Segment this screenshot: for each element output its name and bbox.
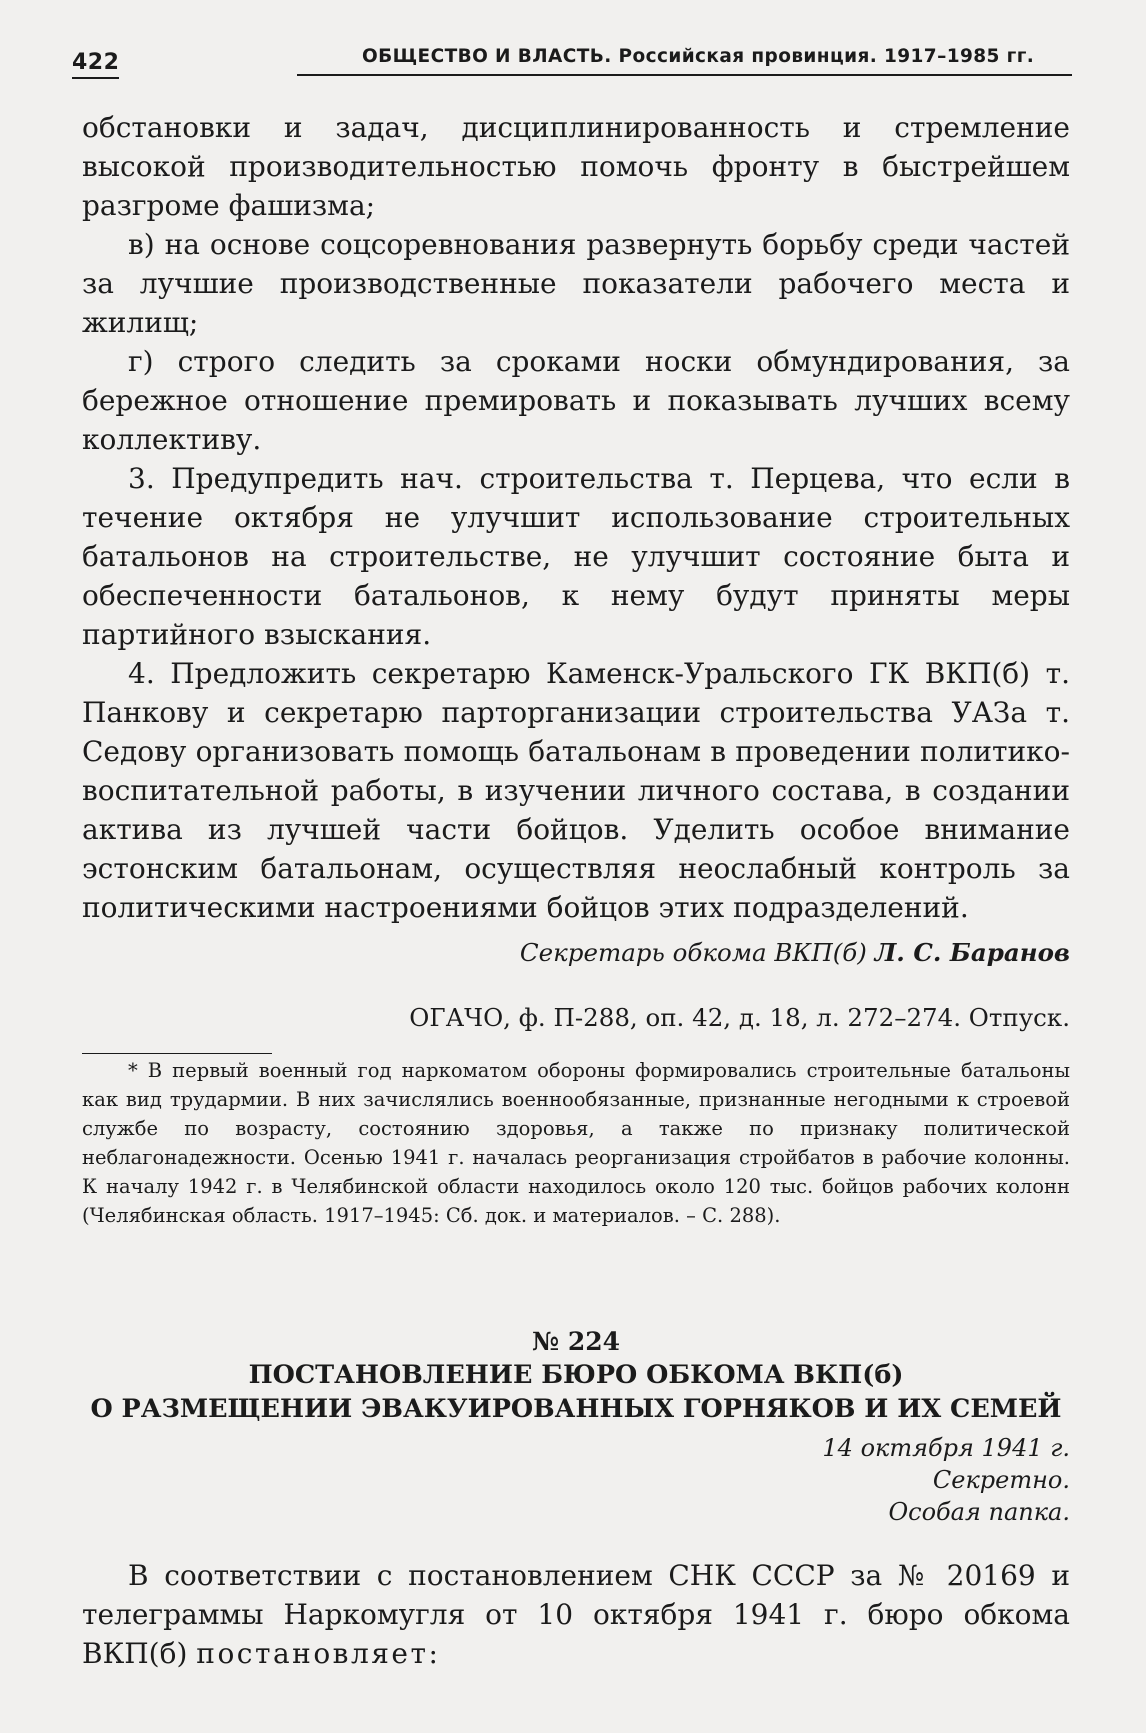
intro-text: В соответствии с постановлением СНК СССР за № 20169 и телеграммы Наркомугля от 10 октября 1941 г. бюро обкома ВКП(б) [82,1559,1070,1670]
footnote: * В первый военный год наркоматом обороны формировались строительные батальоны как вид трудармии. В них зачислялись военнообязанные, признанные негодными к строевой службе по возрасту, состоянию здоровья, а также по признаку политической неблагонадежности. Осенью 1941 г. началась реорганизация стройбатов в рабочие колонны. К началу 1942 г. в Челябинской области находилось около 120 тыс. бойцов рабочих колонн (Челябинская область. 1917–1945: Сб. док. и материалов. – С. 288). [82,1059,1070,1227]
document-number: № 224 [531,1327,621,1356]
paragraph-item-4: 4. Предложить секретарю Каменск-Уральского ГК ВКП(б) т. Панкову и секретарю парторганизации строительства УАЗа т. Седову организовать помощь батальонам в проведении политико-воспитательной работы, в изучении личного состава, в создании актива из лучшей части бойцов. Уделить особое внимание эстонским батальонам, осуществляя неослабный контроль за политическими настроениями бойцов этих подразделений. [82,657,1070,924]
signature-name: Л. С. Баранов [874,938,1070,967]
footnote-rule [82,1053,272,1054]
intro-decree-word: постановляет: [196,1637,441,1670]
document-title-line-2: О РАЗМЕЩЕНИИ ЭВАКУИРОВАННЫХ ГОРНЯКОВ И ИХ СЕМЕЙ [90,1394,1062,1424]
paragraph-item-g: г) строго следить за сроками носки обмундирования, за бережное отношение премировать и показывать лучших всему коллективу. [82,345,1070,456]
document-date: 14 октября 1941 г. [822,1434,1070,1462]
archive-reference: ОГАЧО, ф. П-288, оп. 42, д. 18, л. 272–274. Отпуск. [409,1003,1070,1032]
paragraph-item-3: 3. Предупредить нач. строительства т. Перцева, что если в течение октября не улучшит использование строительных батальонов на строительстве, не улучшит состояние быта и обеспеченности батальонов, к нему будут приняты меры партийного взыскания. [82,462,1070,651]
document-classification: Секретно. [932,1466,1070,1494]
body-text [82,108,1070,1673]
paragraph-continuation: обстановки и задач, дисциплинированность и стремление высокой производительностью помочь фронту в быстрейшем разгроме фашизма; [82,111,1070,222]
paragraph-item-v: в) на основе соцсоревнования развернуть борьбу среди частей за лучшие производственные показатели рабочего места и жилищ; [82,228,1070,339]
running-title: ОБЩЕСТВО И ВЛАСТЬ. Российская провинция. 1917–1985 гг. [362,46,1035,67]
signature [82,933,1070,972]
document-folder: Особая папка. [888,1498,1070,1526]
signature-position: Секретарь обкома ВКП(б) [519,938,867,967]
page-header [72,44,1072,84]
intro-paragraph [82,1556,1070,1673]
page-number: 422 [72,50,119,79]
header-rule [297,74,1072,76]
document-title-line-1: ПОСТАНОВЛЕНИЕ БЮРО ОБКОМА ВКП(б) [248,1360,904,1390]
